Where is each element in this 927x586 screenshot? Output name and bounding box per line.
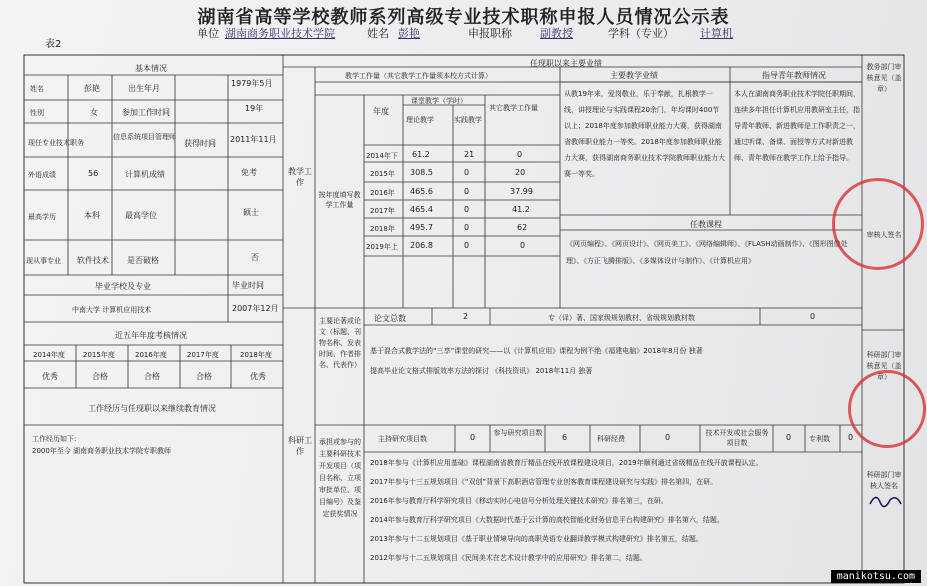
current-title-label: 现任专业技术职务 — [28, 139, 84, 147]
table-row-year: 2019年上 — [366, 243, 398, 251]
break-value: 否 — [251, 253, 259, 262]
table-row-practice: 0 — [464, 205, 470, 214]
table-row-practice: 21 — [464, 150, 475, 159]
teaching-signer: 审核人签名 — [866, 231, 902, 239]
host-label: 主持研究项目数 — [378, 435, 427, 443]
name-label-cell: 姓名 — [30, 85, 44, 93]
join-value: 6 — [562, 433, 568, 442]
handwritten-signature — [868, 490, 904, 510]
assess-year-2014: 2014年度 — [33, 351, 65, 359]
name-cell: 彭艳 — [84, 84, 100, 93]
workload-note: 按年度填写教学工作量 — [318, 191, 361, 209]
assess-result-2015: 合格 — [92, 372, 108, 381]
list-item: 2014年参与教育厅科学研究项目《大数据时代基于云计算的高校智能化财务信息平台构建研究》排名第六，结题。 — [370, 516, 724, 524]
teaching-category: 教学工作 — [288, 167, 312, 187]
research-dept-opinion: 科研部门审核意见（盖章） — [866, 351, 902, 381]
table-row-other: 62 — [517, 223, 528, 232]
table-row-practice: 0 — [464, 187, 470, 196]
official-seal-teaching — [832, 178, 924, 270]
table-row-theory: 206.8 — [410, 241, 433, 250]
computer-label: 计算机成绩 — [125, 170, 165, 179]
table-row-practice: 0 — [464, 241, 470, 250]
papers-total-label: 论文总数 — [374, 314, 406, 323]
theory-header: 理论教学 — [406, 116, 434, 124]
practice-header: 实践教学 — [454, 116, 482, 124]
table-row-practice: 0 — [464, 168, 470, 177]
resume-intro: 工作经历如下: — [32, 435, 77, 443]
projects-label: 承担或参与的主要科研技术开发项目（项目名称、立项审批单位、项目编号）及鉴定获奖情况 — [319, 438, 361, 518]
table-row-year: 2017年 — [370, 207, 395, 215]
assess-year-2017: 2017年度 — [187, 351, 219, 359]
teaching-dept-opinion: 教务部门审核意见（盖章） — [866, 63, 902, 93]
books-value: 0 — [810, 312, 816, 321]
name-label: 姓名 — [367, 27, 389, 40]
resume-section-label: 工作经历与任现职以来继续教育情况 — [88, 404, 216, 413]
assess-section-label: 近五年年度考核情况 — [115, 331, 187, 340]
current-title-value: 信息系统项目管理师 — [113, 133, 176, 141]
edu-label: 最高学历 — [28, 213, 56, 221]
table-row-other: 0 — [520, 241, 526, 250]
work-time-label: 参加工作时间 — [122, 108, 170, 117]
guide-text: 本人在湖南商务职业技术学院任职期间，连续多年担任计算机应用教研室主任，指导青年教师、新进教师是工作职责之一，通过听课、备课、面授等方式对新进教师、青年教师在教学工作上给予指导。 — [734, 90, 860, 162]
assess-result-2014: 优秀 — [42, 372, 58, 381]
table-row-other: 41.2 — [512, 205, 530, 214]
main-achievements-title: 主要教学业绩 — [610, 71, 658, 80]
table-row-other: 20 — [515, 168, 526, 177]
assess-year-2015: 2015年度 — [83, 351, 115, 359]
assess-year-2016: 2016年度 — [135, 351, 167, 359]
work-years-value: 19年 — [245, 104, 264, 113]
assess-result-2018: 优秀 — [250, 372, 266, 381]
fund-value: 0 — [665, 433, 671, 442]
list-item: 2012年参与十二五规划项目《民间美术在艺术设计教学中的应用研究》排名第二，结题。 — [370, 554, 647, 562]
official-seal-research — [848, 370, 926, 448]
assess-result-2016: 合格 — [144, 372, 160, 381]
paper-2: 提高毕业论文格式排版效率方法的探讨 《科技资讯》 2018年11月 独著 — [370, 367, 593, 375]
subject-value: 计算机 — [700, 27, 733, 40]
table-row-year: 2018年 — [370, 225, 395, 233]
page-title: 湖南省高等学校教师系列高级专业技术职称申报人员情况公示表 — [197, 7, 730, 28]
degree-value: 硕士 — [243, 208, 259, 217]
table-row-theory: 308.5 — [410, 168, 433, 177]
table-row-year: 2014年下 — [366, 152, 398, 160]
birth-value: 1979年5月 — [231, 79, 273, 88]
grad-school-value: 中南大学 计算机应用技术 — [72, 306, 152, 314]
unit-value: 湖南商务职业技术学院 — [225, 27, 335, 40]
achievements-section-label: 任现职以来主要业绩 — [530, 59, 602, 68]
subject-label: 学科（专业） — [608, 27, 674, 40]
books-label: 专（译）著、国家级规划教材、省级规划教材数 — [548, 314, 695, 322]
courses-text: 《网页编程》、《网页设计》、《网页美工》、《网络编辑师》、《FLASH动画制作》、《图形图像处理》、《方正飞腾排版》、《多媒体设计与制作》、《计算机应用》 — [566, 240, 848, 265]
table-row-other: 37.99 — [510, 187, 533, 196]
edu-value: 本科 — [84, 211, 100, 220]
list-item: 2016年参与教育厅科学研究项目《移动实时心电信号分析处理关键技术研究》排名第三，在研。 — [370, 497, 668, 505]
obtain-time-value: 2011年11月 — [230, 135, 277, 144]
computer-value: 免考 — [241, 168, 257, 177]
name-value: 彭艳 — [398, 27, 420, 40]
host-value: 0 — [470, 433, 476, 442]
table-row-practice: 0 — [464, 223, 470, 232]
other-header: 其它教学工作量 — [489, 104, 538, 112]
rank-label: 申报职称 — [468, 27, 512, 40]
rank-value: 副教授 — [540, 27, 573, 40]
workload-title: 教学工作量（其它教学工作量须本校方式计算） — [345, 72, 492, 80]
paper-1: 基于混合式教学法的“三享”课堂的研究——以《计算机应用》课程为例不绝《福建电脑》2018年8月份 独著 — [370, 347, 703, 355]
resume-line: 2000年至今 湖南商务职业技术学院专职教师 — [32, 447, 172, 455]
patent-label: 专利数 — [809, 435, 830, 443]
assess-year-2018: 2018年度 — [240, 351, 272, 359]
table-row-theory: 465.4 — [410, 205, 433, 214]
join-label: 参与研究项目数 — [493, 429, 543, 437]
site-watermark: manikotsu.com — [831, 570, 921, 583]
table-row-year: 2016年 — [370, 189, 395, 197]
list-item: 2017年参与十三五规划项目《“双创”背景下高职酒店管理专业创客教育课程建设研究与实践》排名第四，在研。 — [370, 478, 718, 486]
year-col-header: 年度 — [373, 107, 389, 116]
grad-time-value: 2007年12月 — [232, 304, 279, 313]
table-row-theory: 61.2 — [412, 150, 430, 159]
courses-title: 任教课程 — [690, 220, 722, 229]
grad-time-label: 毕业时间 — [232, 281, 264, 290]
degree-label: 最高学位 — [125, 211, 157, 220]
research-category: 科研工作 — [288, 436, 312, 456]
break-label: 是否破格 — [127, 256, 159, 265]
table-row-theory: 465.6 — [410, 187, 433, 196]
research-signer: 科研部门审核人签名 — [866, 471, 902, 490]
patent-value: 0 — [848, 433, 854, 442]
major-label: 现从事专业 — [26, 257, 61, 265]
list-item: 2013年参与十二五规划项目《基于职业情境导向的高职英语专业翻译教学模式构建研究》排名第五，结题。 — [370, 535, 703, 543]
main-achievements-text: 从教19年来，爱岗敬业，乐于奉献，扎根教学一线，讲授理论与实践课程20余门，年均课时400节以上；2018年度参加教师职业能力大赛，获得湖南省教师职业能力一等奖。2018年度参加教师职业能力大赛，获得湖南商务职业技术学院教师职业能力大赛一等奖。 — [564, 90, 725, 178]
table-number: 表2 — [45, 39, 62, 50]
basic-section-label: 基本情况 — [135, 64, 167, 73]
birth-label: 出生年月 — [128, 84, 160, 93]
unit-label: 单位 — [197, 27, 219, 40]
tech-value: 0 — [786, 433, 792, 442]
obtain-time-label: 获得时间 — [184, 139, 216, 148]
papers-total-value: 2 — [463, 312, 469, 321]
major-value: 软件技术 — [77, 256, 109, 265]
class-hours-header: 课堂教学（学时） — [411, 97, 467, 105]
tech-label: 技术开发或社会服务项目数 — [705, 429, 769, 447]
fund-label: 科研经费 — [597, 435, 625, 443]
foreign-label: 外语成绩 — [28, 171, 56, 179]
table-row-theory: 495.7 — [410, 223, 433, 232]
gender-value: 女 — [90, 108, 98, 117]
papers-label: 主要论著或论文（标题、刊物名称、发表时间、作者排名、代表作） — [319, 317, 361, 369]
list-item: 2018年参与《计算机应用基础》课程湖南省教育厅精品在线开放课程建设项目，2019年顺利通过省级精品在线开放课程认定。 — [370, 459, 763, 467]
gender-label: 性别 — [30, 109, 44, 117]
grad-section-label: 毕业学校及专业 — [95, 282, 151, 291]
table-row-other: 0 — [517, 150, 523, 159]
table-row-year: 2015年 — [370, 170, 395, 178]
assess-result-2017: 合格 — [196, 372, 212, 381]
guide-title: 指导青年教师情况 — [762, 71, 826, 80]
foreign-value: 56 — [88, 169, 99, 178]
